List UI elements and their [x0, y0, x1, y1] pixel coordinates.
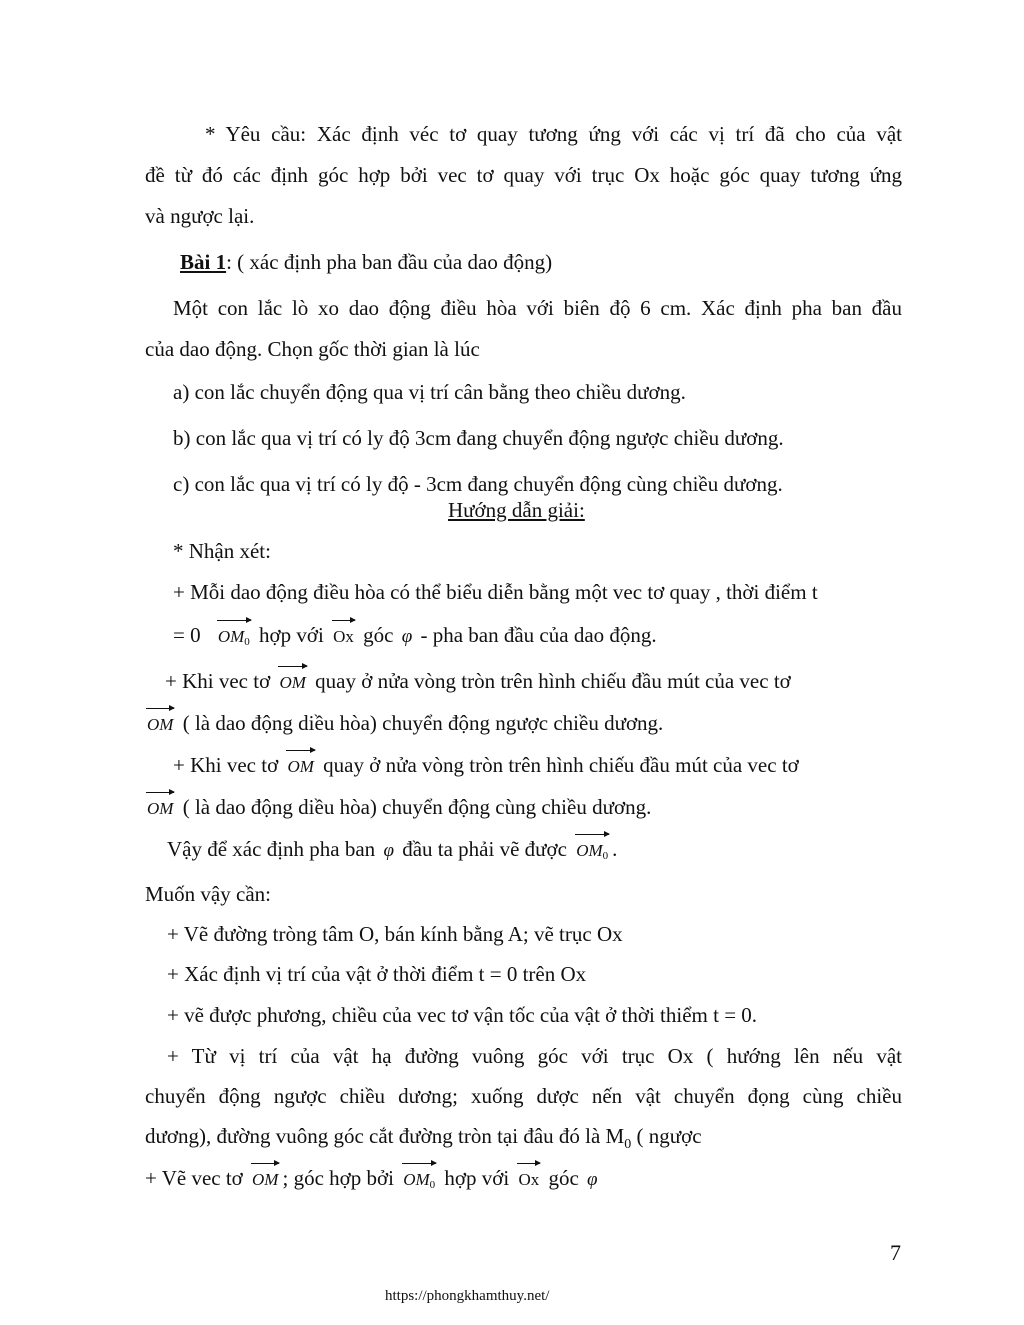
text: quay ở nửa vòng tròn trên hình chiếu đầu mút của vec tơ: [315, 669, 791, 693]
remark-1-line-2: [173, 621, 657, 656]
vector-label: Ox: [333, 627, 354, 646]
text: Vậy để xác định pha ban: [167, 837, 376, 861]
vector-arrow: [402, 1163, 436, 1164]
text: - pha ban đầu của dao động.: [420, 623, 657, 647]
vector-ox: [331, 623, 356, 651]
problem-line-1: Một con lắc lò xo dao động điều hòa với biên độ 6 cm. Xác định pha ban đầu: [173, 296, 902, 320]
vector-label: OM: [217, 627, 245, 646]
remark-3-line-2: [145, 793, 651, 823]
text: đầu ta phải vẽ được: [402, 837, 567, 861]
vector-om: [145, 711, 175, 739]
vector-om0: [216, 623, 252, 656]
remark-2-line-2: [145, 709, 663, 739]
text: .: [612, 837, 618, 861]
problem-line-2: của dao động. Chọn gốc thời gian là lúc: [145, 337, 480, 361]
vector-subscript: 0: [244, 636, 250, 648]
conclusion-line: [167, 835, 617, 870]
vector-label: Ox: [518, 1170, 540, 1189]
yeu-cau-line-1: * Yêu cầu: Xác định véc tơ quay tương ứng với các vị trí đã cho của vật: [205, 122, 902, 146]
vector-arrow: [217, 620, 251, 621]
vector-label: OM: [279, 673, 306, 692]
text: góc: [548, 1166, 579, 1190]
vector-label: OM: [287, 757, 314, 776]
remark-2-line-1: [165, 667, 791, 697]
vector-arrow: [146, 708, 174, 709]
text: ( là dao động diều hòa) chuyển động ngược chiều dương.: [182, 711, 664, 735]
text: + Khi vec tơ: [165, 669, 271, 693]
step-2: + Xác định vị trí của vật ở thời điểm t = 0 trên Ox: [167, 962, 587, 986]
page-number: 7: [890, 1240, 901, 1265]
phi-symbol: φ: [587, 1169, 598, 1190]
bai-1-heading: [180, 248, 552, 276]
vector-label: OM: [403, 1170, 430, 1189]
vector-om: [145, 795, 175, 823]
vector-om: [277, 669, 307, 697]
step-4-line-3: [145, 1122, 702, 1159]
text: = 0: [173, 623, 201, 647]
vector-arrow: [286, 750, 314, 751]
vector-subscript: 0: [602, 850, 609, 862]
vector-subscript: 0: [429, 1179, 436, 1191]
vector-arrow: [332, 620, 355, 621]
vector-arrow: [251, 1163, 279, 1164]
text: ( ngược: [631, 1124, 702, 1148]
vector-arrow: [278, 666, 306, 667]
text: hợp với: [444, 1166, 510, 1190]
phi-symbol: φ: [401, 626, 413, 647]
phi-symbol: φ: [383, 840, 394, 861]
vector-om: [285, 753, 315, 781]
vector-arrow: [575, 834, 609, 835]
step-1: + Vẽ đường tròng tâm O, bán kính bằng A; vẽ trục Ox: [167, 922, 623, 946]
solution-heading: Hướng dẫn giải:: [448, 498, 585, 522]
case-a: a) con lắc chuyển động qua vị trí cân bằng theo chiều dương.: [173, 380, 686, 404]
step-4-line-1: + Từ vị trí của vật hạ đường vuông góc với trục Ox ( hướng lên nếu vật: [167, 1044, 902, 1068]
m0-subscript: 0: [624, 1137, 632, 1153]
text: quay ở nửa vòng tròn trên hình chiếu đầu mút của vec tơ: [323, 753, 799, 777]
remark-1-line-1: + Mỗi dao động điều hòa có thể biểu diễn bằng một vec tơ quay , thời điểm t: [173, 580, 818, 604]
vector-om0: [401, 1166, 437, 1199]
yeu-cau-line-3: và ngược lại.: [145, 204, 255, 228]
vector-label: OM: [147, 799, 174, 818]
remark-heading: * Nhận xét:: [173, 539, 271, 563]
text: dương), đường vuông góc cắt đường tròn tại đâu đó là M: [145, 1124, 625, 1148]
vector-label: OM: [576, 841, 603, 860]
vector-label: OM: [252, 1170, 279, 1189]
step-4-line-2: chuyển động ngược chiều dương; xuống dược nến vật chuyển đọng cùng chiều: [145, 1084, 902, 1108]
remark-3-line-1: [173, 751, 799, 781]
requirements-heading: Muốn vậy cần:: [145, 882, 271, 906]
step-5: [145, 1164, 601, 1199]
text: góc: [363, 623, 394, 647]
vector-arrow: [517, 1163, 540, 1164]
text: ; góc hợp bởi: [282, 1166, 394, 1190]
vector-arrow: [146, 792, 174, 793]
text: + Khi vec tơ: [173, 753, 279, 777]
text: hợp với: [259, 623, 324, 647]
vector-ox: [516, 1166, 541, 1194]
bai-1-label: Bài 1: [180, 250, 227, 274]
case-c: c) con lắc qua vị trí có ly độ - 3cm đang chuyển động cùng chiều dương.: [173, 472, 783, 496]
bai-1-title: : ( xác định pha ban đầu của dao động): [226, 250, 553, 274]
text: ( là dao động diều hòa) chuyển động cùng chiều dương.: [182, 795, 652, 819]
text: + Vẽ vec tơ: [145, 1166, 243, 1190]
step-3: + vẽ được phương, chiều của vec tơ vận tốc của vật ở thời thiểm t = 0.: [167, 1003, 758, 1027]
footer-url[interactable]: https://phongkhamthuy.net/: [385, 1288, 550, 1304]
case-b: b) con lắc qua vị trí có ly độ 3cm đang chuyển động ngược chiều dương.: [173, 426, 784, 450]
vector-label: OM: [147, 715, 174, 734]
vector-om: [250, 1166, 280, 1194]
vector-om0: [574, 837, 610, 870]
yeu-cau-line-2: đề từ đó các định góc hợp bởi vec tơ quay với trục Ox hoặc góc quay tương ứng: [145, 163, 902, 187]
